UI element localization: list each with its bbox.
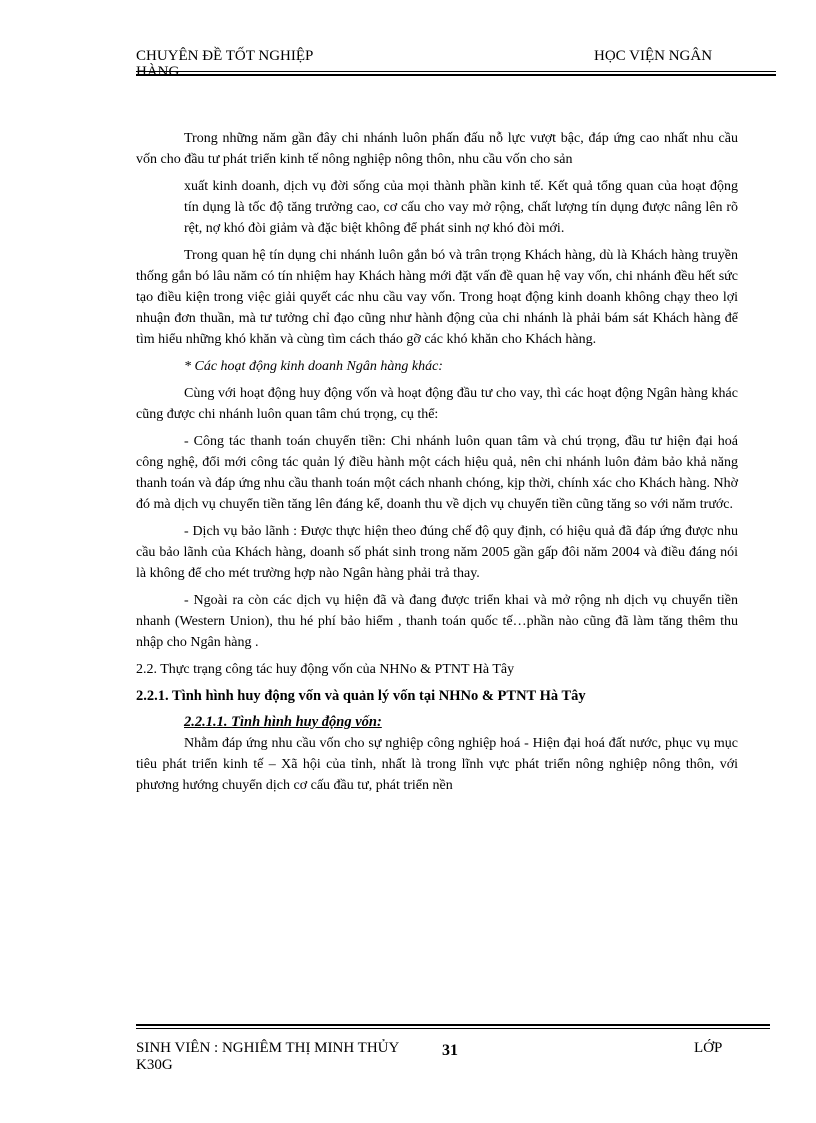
section-label-other-activities: * Các hoạt động kinh doanh Ngân hàng khác: (184, 359, 443, 374)
paragraph-4: Cùng với hoạt động huy động vốn và hoạt động đầu tư cho vay, thì các hoạt động Ngân hàng khác cũng được chi nhánh luôn quan tâm chú trọng, cụ thể: (136, 386, 738, 422)
heading-2-2: 2.2. Thực trạng công tác huy động vốn của NHNo & PTNT Hà Tây (136, 662, 515, 677)
footer-student-name: SINH VIÊN : NGHIÊM THỊ MINH THỦY K30G (136, 1040, 399, 1073)
heading-2-2-1: 2.2.1. Tình hình huy động vốn và quản lý vốn tại NHNo & PTNT Hà Tây (136, 688, 586, 704)
header-left-text: CHUYÊN ĐỀ TỐT NGHIỆP HÀNG (136, 48, 313, 80)
page-number: 31 (442, 1042, 458, 1059)
paragraph-1-line-1: Trong những năm gần đây chi nhánh luôn phấn đấu nỗ lực vượt bậc, đáp ứng cao nhất nhu cầu vốn cho đầu tư phát triển kinh tế nông nghiệp nông thôn, nhu cầu vốn cho sản (136, 131, 738, 167)
paragraph-2: Trong quan hệ tín dụng chi nhánh luôn gắn bó và trân trọng Khách hàng, dù là Khách hàng truyền thống gắn bó lâu năm có tín nhiệm hay Khách hàng mới đặt vấn đề quan hệ vay vốn, chi nhánh đều hết sức tạo điều kiện trong việc giải quyết các nhu cầu vay vốn. Trong hoạt động kinh doanh không chạy theo lợi nhuận đơn thuần, mà tư tưởng chỉ đạo cũng như hành động của chi nhánh là phải bám sát Khách hàng để tìm hiểu những khó khăn và cùng tìm cách tháo gỡ các khó khăn cho Khách hàng. (136, 248, 738, 347)
paragraph-transfer-service: - Công tác thanh toán chuyển tiền: Chi nhánh luôn quan tâm và chú trọng, đầu tư hiện đại hoá công nghệ, đổi mới công tác quản lý điều hành một cách hiệu quả, nên chi nhánh luôn đảm bảo khả năng thanh toán và đáp ứng nhu cầu thanh toán một cách nhanh chóng, kịp thời, chính xác cho Khách hàng. Nhờ đó mà dịch vụ chuyển tiền tăng lên đáng kể, doanh thu về dịch vụ chuyển tiền cũng tăng so với năm trước. (136, 434, 738, 512)
paragraph-other-services: - Ngoài ra còn các dịch vụ hiện đã và đang được triển khai và mở rộng nh dịch vụ chuyển tiền nhanh (Western Union), thu hé phí bảo hiểm , thanh toán quốc tế…phần nào cũng đã làm tăng thêm thu nhập cho Ngân hàng . (136, 593, 738, 650)
footer-rule-thin (136, 1028, 770, 1029)
paragraph-guarantee-service: - Dịch vụ bảo lãnh : Được thực hiện theo đúng chế độ quy định, có hiệu quả đã đáp ứng được nhu cầu bảo lãnh của Khách hàng, doanh số phát sinh trong năm 2005 gần gấp đôi năm 2004 và điều đáng nói là không để cho mét trường hợp nào Ngân hàng phải trả thay. (136, 524, 738, 581)
header-right-text: HỌC VIỆN NGÂN (594, 48, 713, 64)
paragraph-8: Nhằm đáp ứng nhu cầu vốn cho sự nghiệp công nghiệp hoá - Hiện đại hoá đất nước, phục vụ mục tiêu phát triển kinh tế – Xã hội của tỉnh, nhất là trong lĩnh vực phát triển nông nghiệp nông thôn, với phương hướng chuyển dịch cơ cấu đầu tư, phát triển nền (136, 736, 738, 793)
paragraph-1-continued: xuất kinh doanh, dịch vụ đời sống của mọi thành phần kinh tế. Kết quả tổng quan của hoạt động tín dụng là tốc độ tăng trưởng cao, cơ cấu cho vay mở rộng, chất lượng tín dụng được nâng lên rõ rệt, nợ khó đòi giảm và đặc biệt không để phát sinh nợ khó đòi mới. (184, 179, 738, 236)
document-body (136, 128, 738, 802)
header-rule-thin (136, 71, 776, 72)
page-header (136, 48, 776, 88)
heading-2-2-1-1: 2.2.1.1. Tình hình huy động vốn: (184, 714, 382, 730)
footer-rule-thick (136, 1024, 770, 1026)
footer-class-label: LỚP (694, 1040, 723, 1056)
page-footer (136, 1040, 776, 1080)
header-rule-thick (136, 74, 776, 76)
